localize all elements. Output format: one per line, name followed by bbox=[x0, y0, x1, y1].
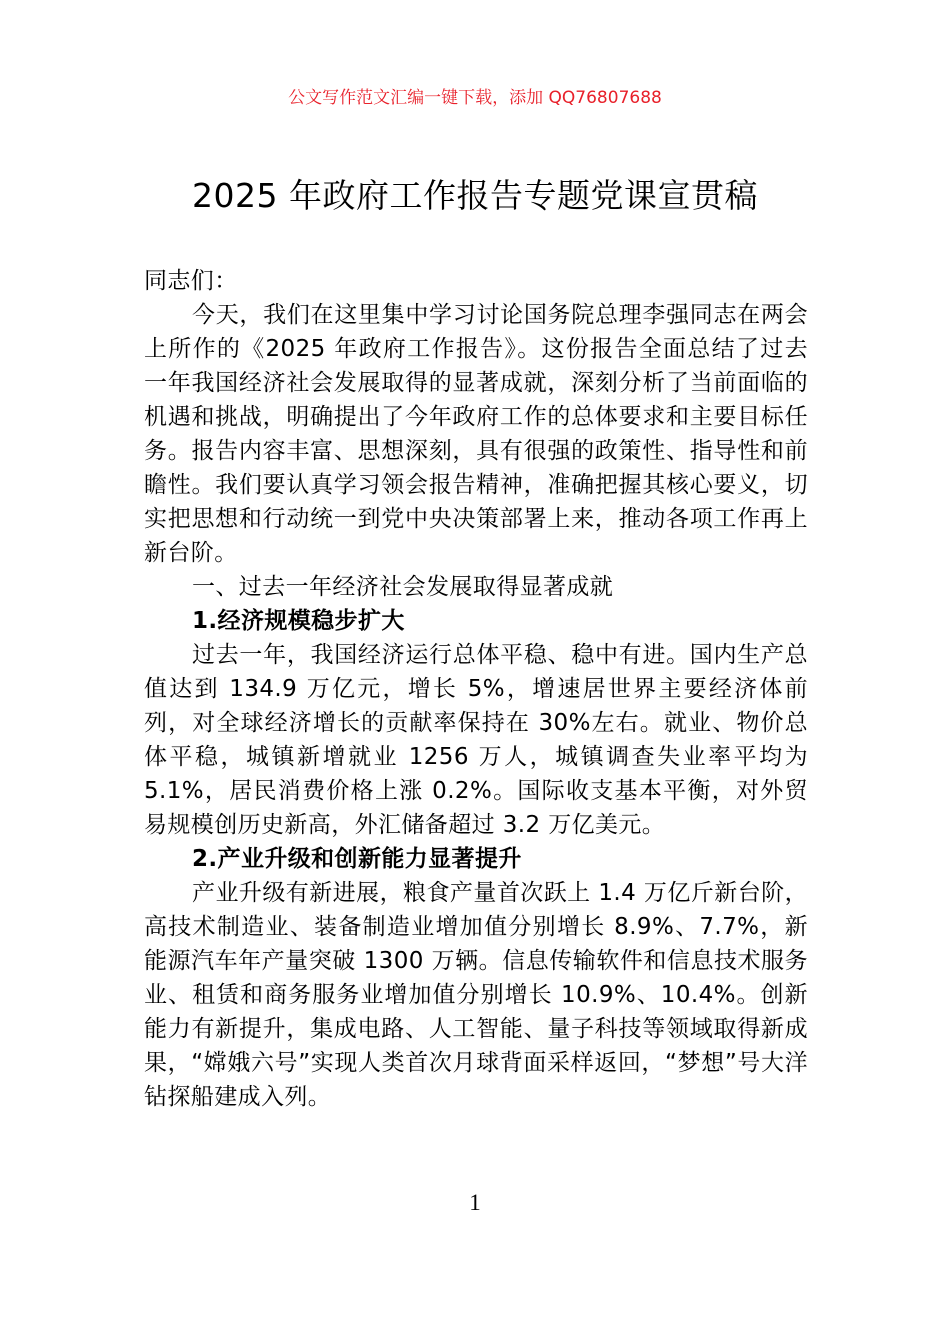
download-promo-note: 公文写作范文汇编一键下载，添加 QQ76807688 bbox=[288, 88, 662, 108]
section-heading: 一、过去一年经济社会发展取得显著成就 bbox=[192, 574, 614, 600]
subsection-paragraph: 过去一年，我国经济运行总体平稳、稳中有进。国内生产总值达到 134.9 万亿元，增长 5%，增速居世界主要经济体前列，对全球经济增长的贡献率保持在 30%左右。就业、物价总体平稳，城镇新增就业 1256 万人，城镇调查失业率平均为 5.1%，居民消费价格上涨 0.2%。国际收支基本平衡，对外贸易规模创历史新高，外汇储备超过 3.2 万亿美元。 bbox=[144, 642, 808, 838]
page-number: 1 bbox=[469, 1190, 481, 1215]
document-body bbox=[144, 264, 808, 1114]
document-title: 2025 年政府工作报告专题党课宣贯稿 bbox=[192, 176, 758, 215]
salutation: 同志们： bbox=[144, 268, 238, 294]
subsection-heading: 1.经济规模稳步扩大 bbox=[192, 608, 405, 634]
subsection-paragraph: 产业升级有新进展，粮食产量首次跃上 1.4 万亿斤新台阶，高技术制造业、装备制造业增加值分别增长 8.9%、7.7%，新能源汽车年产量突破 1300 万辆。信息传输软件和信息技术服务业、租赁和商务服务业增加值分别增长 10.9%、10.4%。创新能力有新提升，集成电路、人工智能、量子科技等领域取得新成果，“嫦娥六号”实现人类首次月球背面采样返回，“梦想”号大洋钻探船建成入列。 bbox=[144, 880, 808, 1110]
intro-paragraph: 今天，我们在这里集中学习讨论国务院总理李强同志在两会上所作的《2025 年政府工作报告》。这份报告全面总结了过去一年我国经济社会发展取得的显著成就，深刻分析了当前面临的机遇和挑战，明确提出了今年政府工作的总体要求和主要目标任务。报告内容丰富、思想深刻，具有很强的政策性、指导性和前瞻性。我们要认真学习领会报告精神，准确把握其核心要义，切实把思想和行动统一到党中央决策部署上来，推动各项工作再上新台阶。 bbox=[144, 302, 808, 566]
subsection-heading: 2.产业升级和创新能力显著提升 bbox=[192, 846, 522, 872]
